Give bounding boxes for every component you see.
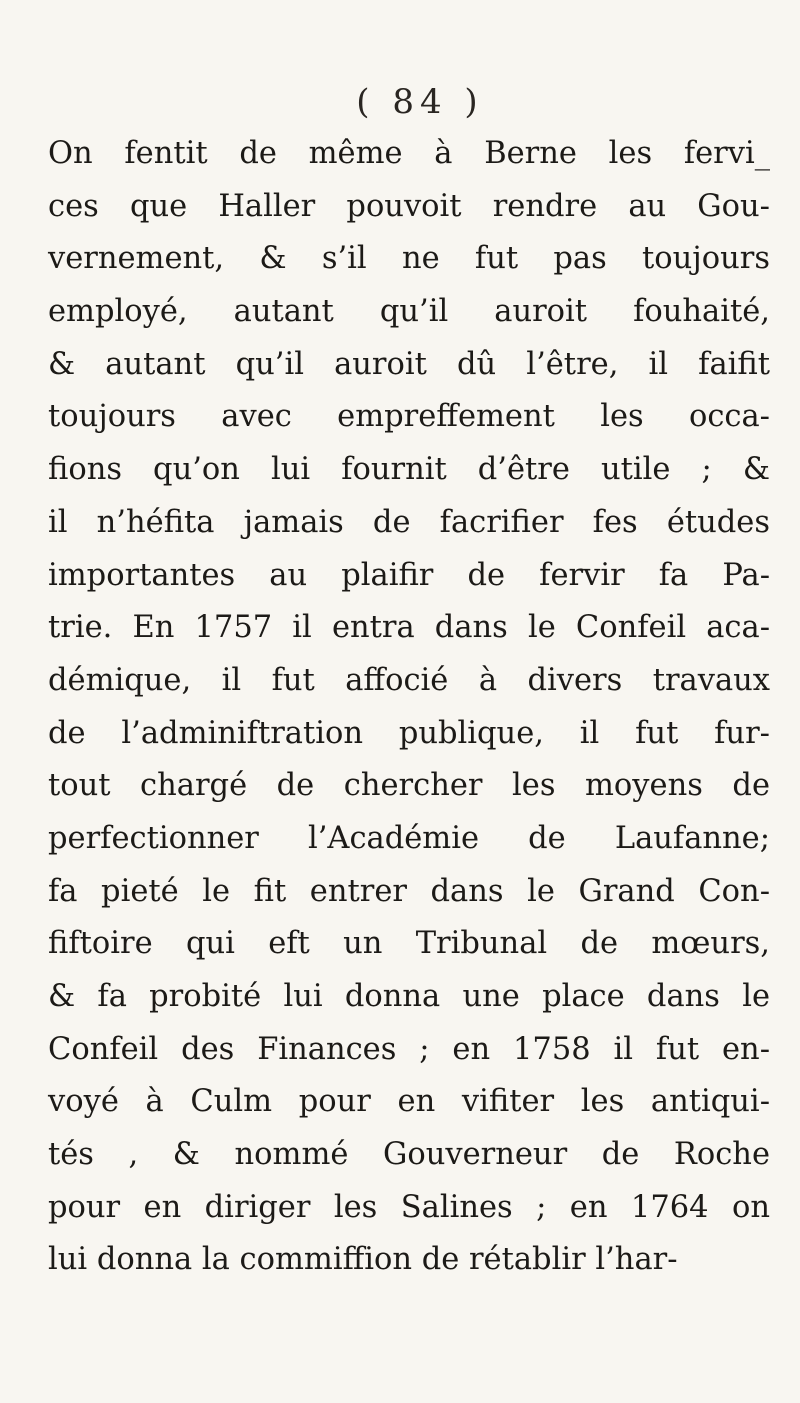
text-line: voyé à Culm pour en vifiter les antiqui- xyxy=(48,1084,770,1120)
text-line: démique, il fut affocié à divers travaux xyxy=(48,662,770,698)
text-line: de l’adminiftration publique, il fut fur- xyxy=(48,715,770,751)
text-line: trie. En 1757 il entra dans le Confeil aca- xyxy=(48,610,770,646)
text-line: On fentit de même à Berne les fervi_ xyxy=(48,136,770,171)
body-text xyxy=(48,128,770,1287)
text-line: pour en diriger les Salines ; en 1764 on xyxy=(48,1189,770,1225)
text-line: employé, autant qu’il auroit fouhaité, xyxy=(48,294,770,330)
text-line: toujours avec empreffement les occa- xyxy=(48,399,770,435)
text-line: Confeil des Finances ; en 1758 il fut en- xyxy=(48,1031,770,1067)
text-line: lui donna la commiffion de rétablir l’har- xyxy=(48,1242,678,1278)
text-line: tés , & nommé Gouverneur de Roche xyxy=(48,1137,770,1173)
text-line: perfectionner l’Académie de Laufanne; xyxy=(48,820,770,856)
text-line: fions qu’on lui fournit d’être utile ; & xyxy=(48,452,770,488)
text-line: fiftoire qui eft un Tribunal de mœurs, xyxy=(48,926,770,962)
text-line: ces que Haller pouvoit rendre au Gou- xyxy=(48,188,770,224)
page-number: ( 84 ) xyxy=(356,82,484,122)
text-line: & fa probité lui donna une place dans le xyxy=(48,979,770,1014)
text-line: importantes au plaifir de fervir fa Pa- xyxy=(48,557,770,593)
text-line: fa pieté le fit entrer dans le Grand Con- xyxy=(48,873,770,909)
text-line: il n’héfita jamais de facrifier fes études xyxy=(48,504,770,540)
text-line: & autant qu’il auroit dû l’être, il faifit xyxy=(48,346,770,382)
text-line: tout chargé de chercher les moyens de xyxy=(48,768,770,804)
text-line: vernement, & s’il ne fut pas toujours xyxy=(48,241,770,277)
